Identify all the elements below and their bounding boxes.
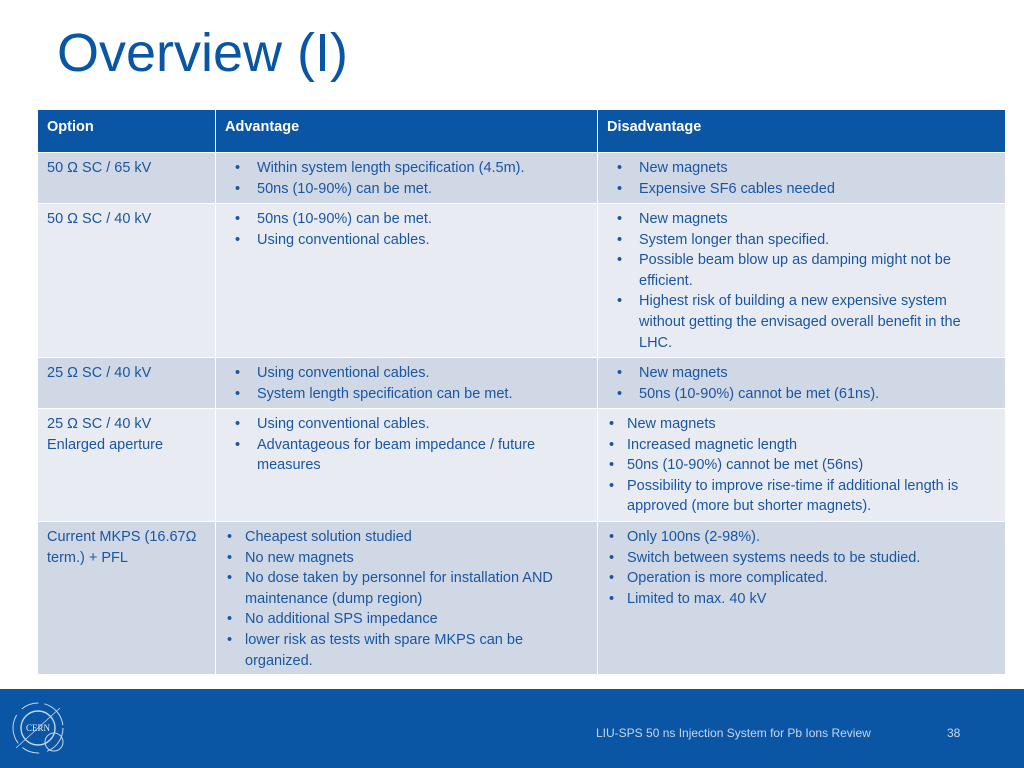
option-cell: [38, 358, 216, 409]
disadvantage-list: [607, 209, 996, 353]
disadvantage-list: [607, 527, 996, 609]
list-item: • Using conventional cables.: [225, 230, 588, 251]
advantage-cell: [216, 522, 598, 675]
table-row: [38, 522, 1006, 675]
cern-logo-icon: [10, 700, 66, 756]
list-item: • 50ns (10-90%) can be met.: [225, 179, 588, 200]
list-item: • Within system length specification (4.5m).: [225, 158, 588, 179]
disadvantage-cell: [598, 153, 1006, 204]
option-cell: [38, 522, 216, 675]
advantage-list: [225, 527, 588, 671]
disadvantage-list: [607, 414, 996, 517]
list-item: • Expensive SF6 cables needed: [607, 179, 996, 200]
list-item: • Highest risk of building a new expensive system without getting the envisaged overall benefit in the LHC.: [607, 291, 996, 353]
header-option: Option: [38, 110, 216, 153]
advantage-list: [225, 414, 588, 476]
list-item: • Only 100ns (2-98%).: [607, 527, 996, 548]
table-row: [38, 409, 1006, 522]
header-advantage: Advantage: [216, 110, 598, 153]
option-text: 50 Ω SC / 40 kV: [47, 211, 152, 227]
disadvantage-cell: [598, 409, 1006, 522]
advantage-cell: [216, 409, 598, 522]
list-item: • Switch between systems needs to be studied.: [607, 548, 996, 569]
list-item: • 50ns (10-90%) cannot be met (61ns).: [607, 384, 996, 405]
list-item: • No new magnets: [225, 548, 588, 569]
list-item: • System longer than specified.: [607, 230, 996, 251]
option-text: Enlarged aperture: [47, 436, 164, 453]
disadvantage-cell: [598, 358, 1006, 409]
advantage-list: [225, 363, 588, 404]
page-number: 38: [947, 726, 961, 740]
table-header-row: [38, 110, 1006, 153]
footer-caption: LIU-SPS 50 ns Injection System for Pb Ions Review: [596, 726, 871, 740]
list-item: • Possible beam blow up as damping might not be efficient.: [607, 250, 996, 291]
list-item: • New magnets: [607, 414, 996, 435]
advantage-list: [225, 209, 588, 250]
header-disadvantage: Disadvantage: [598, 110, 1006, 153]
list-item: • Cheapest solution studied: [225, 527, 588, 548]
list-item: • New magnets: [607, 158, 996, 179]
list-item: • Using conventional cables.: [225, 414, 588, 435]
list-item: • New magnets: [607, 209, 996, 230]
disadvantage-list: [607, 363, 996, 404]
advantage-cell: [216, 153, 598, 204]
list-item: • Limited to max. 40 kV: [607, 589, 996, 610]
disadvantage-cell: [598, 204, 1006, 358]
list-item: • Increased magnetic length: [607, 435, 996, 456]
overview-table: [37, 109, 1006, 675]
table-row: [38, 153, 1006, 204]
option-text: 50 Ω SC / 65 kV: [47, 160, 152, 176]
advantage-cell: [216, 358, 598, 409]
advantage-list: [225, 158, 588, 199]
list-item: • 50ns (10-90%) can be met.: [225, 209, 588, 230]
table-row: [38, 204, 1006, 358]
list-item: • New magnets: [607, 363, 996, 384]
option-cell: [38, 409, 216, 522]
list-item: • Operation is more complicated.: [607, 568, 996, 589]
advantage-cell: [216, 204, 598, 358]
list-item: • System length specification can be met.: [225, 384, 588, 405]
logo-text: CERN: [25, 723, 51, 733]
option-text: 25 Ω SC / 40 kV: [47, 365, 152, 381]
slide-title: Overview (I): [57, 23, 349, 83]
list-item: • Possibility to improve rise-time if additional length is approved (more but shorter magnets).: [607, 476, 996, 517]
list-item: • Using conventional cables.: [225, 363, 588, 384]
table-row: [38, 358, 1006, 409]
option-cell: [38, 204, 216, 358]
list-item: • Advantageous for beam impedance / future measures: [225, 435, 588, 476]
list-item: • No additional SPS impedance: [225, 609, 588, 630]
list-item: • No dose taken by personnel for installation AND maintenance (dump region): [225, 568, 588, 609]
list-item: • lower risk as tests with spare MKPS can be organized.: [225, 630, 588, 671]
disadvantage-list: [607, 158, 996, 199]
option-text: Current MKPS (16.67Ω term.) + PFL: [47, 529, 197, 566]
option-cell: [38, 153, 216, 204]
list-item: • 50ns (10-90%) cannot be met (56ns): [607, 455, 996, 476]
disadvantage-cell: [598, 522, 1006, 675]
option-text: 25 Ω SC / 40 kV: [47, 416, 152, 432]
